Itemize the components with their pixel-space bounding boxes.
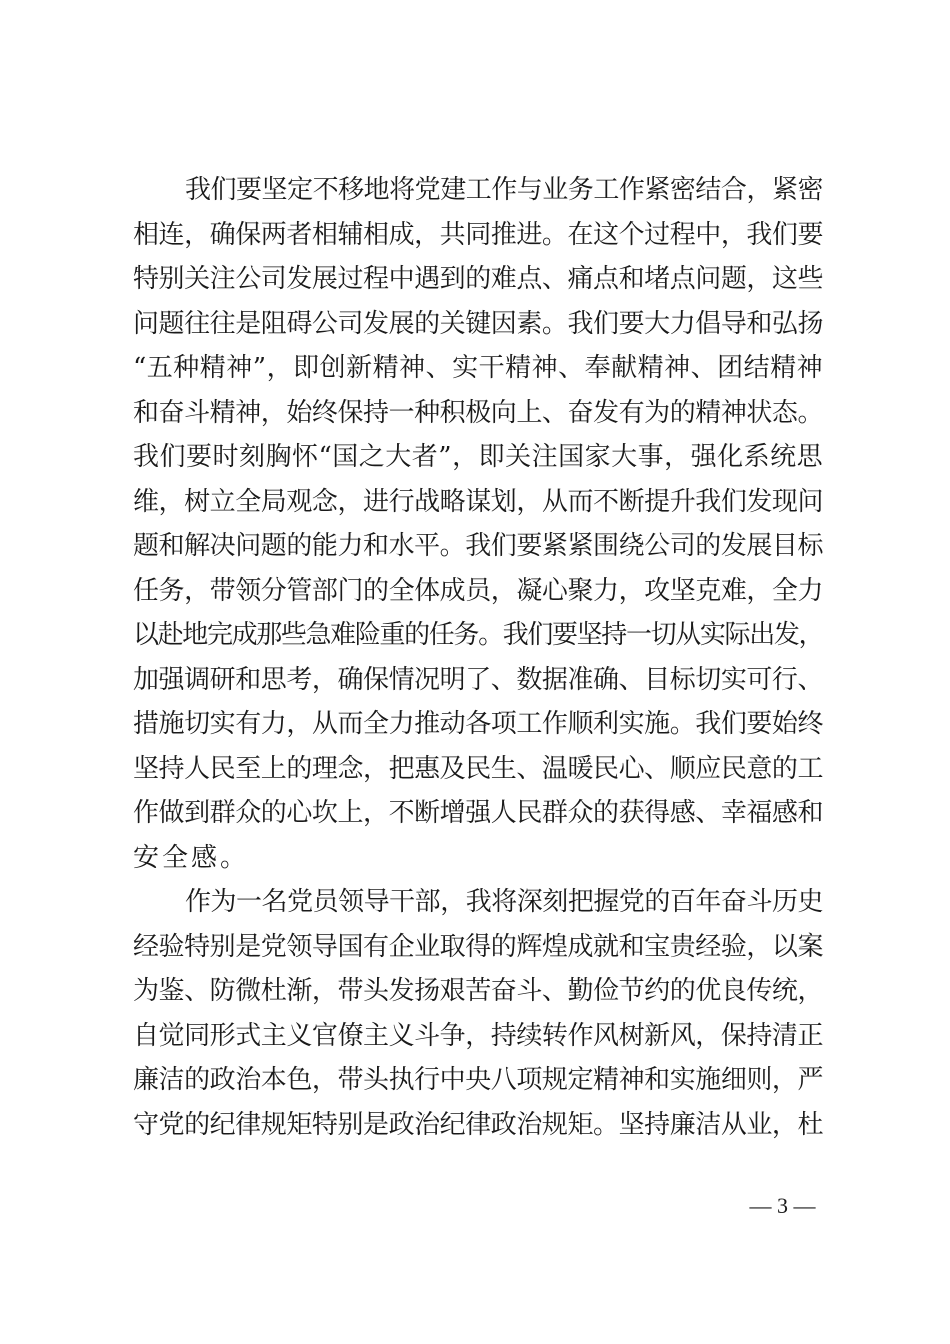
paragraph-line: 问题往往是阻碍公司发展的关键因素。我们要大力倡导和弘扬	[133, 308, 823, 339]
paragraph-line: 为鉴、防微杜渐，带头发扬艰苦奋斗、勤俭节约的优良传统，	[133, 976, 823, 1006]
page-number: — 3 —	[749, 1193, 816, 1218]
paragraph-line: 任务，带领分管部门的全体成员，凝心聚力，攻坚克难，全力	[133, 575, 823, 606]
paragraph-line: 我们要坚定不移地将党建工作与业务工作紧密结合，紧密	[185, 175, 823, 205]
paragraph-line: 坚持人民至上的理念，把惠及民生、温暖民心、顺应民意的工	[133, 753, 823, 784]
paragraph-line: 加强调研和思考，确保情况明了、数据准确、目标切实可行、	[133, 664, 823, 695]
paragraph-line: 经验特别是党领导国有企业取得的辉煌成就和宝贵经验，以案	[133, 931, 823, 962]
paragraph-line: 作做到群众的心坎上，不断增强人民群众的获得感、幸福感和	[133, 798, 823, 828]
paragraph-line: 措施切实有力，从而全力推动各项工作顺利实施。我们要始终	[133, 709, 823, 739]
paragraph-line: 相连，确保两者相辅相成，共同推进。在这个过程中，我们要	[133, 219, 823, 250]
document-body	[133, 168, 823, 1147]
paragraph-1	[133, 168, 823, 880]
paragraph-line: 维，树立全局观念，进行战略谋划，从而不断提升我们发现问	[133, 486, 823, 517]
paragraph-line: 题和解决问题的能力和水平。我们要紧紧围绕公司的发展目标	[133, 531, 823, 561]
paragraph-line: 和奋斗精神，始终保持一种积极向上、奋发有为的精神状态。	[133, 397, 823, 428]
paragraph-2	[133, 880, 823, 1147]
paragraph-line: 自觉同形式主义官僚主义斗争，持续转作风树新风，保持清正	[133, 1020, 823, 1051]
paragraph-line: “五种精神”，即创新精神、实干精神、奉献精神、团结精神	[133, 353, 824, 383]
paragraph-line: 廉洁的政治本色，带头执行中央八项规定精神和实施细则，严	[133, 1065, 823, 1095]
paragraph-line: 安全感。	[133, 842, 250, 873]
paragraph-line: 守党的纪律规矩特别是政治纪律政治规矩。坚持廉洁从业，杜	[133, 1109, 823, 1140]
paragraph-line: 作为一名党员领导干部，我将深刻把握党的百年奋斗历史	[185, 887, 823, 917]
paragraph-line: 我们要时刻胸怀“国之大者”，即关注国家大事，强化系统思	[133, 442, 824, 472]
paragraph-line: 特别关注公司发展过程中遇到的难点、痛点和堵点问题，这些	[133, 264, 823, 294]
paragraph-line: 以赴地完成那些急难险重的任务。我们要坚持一切从实际出发，	[133, 620, 823, 650]
